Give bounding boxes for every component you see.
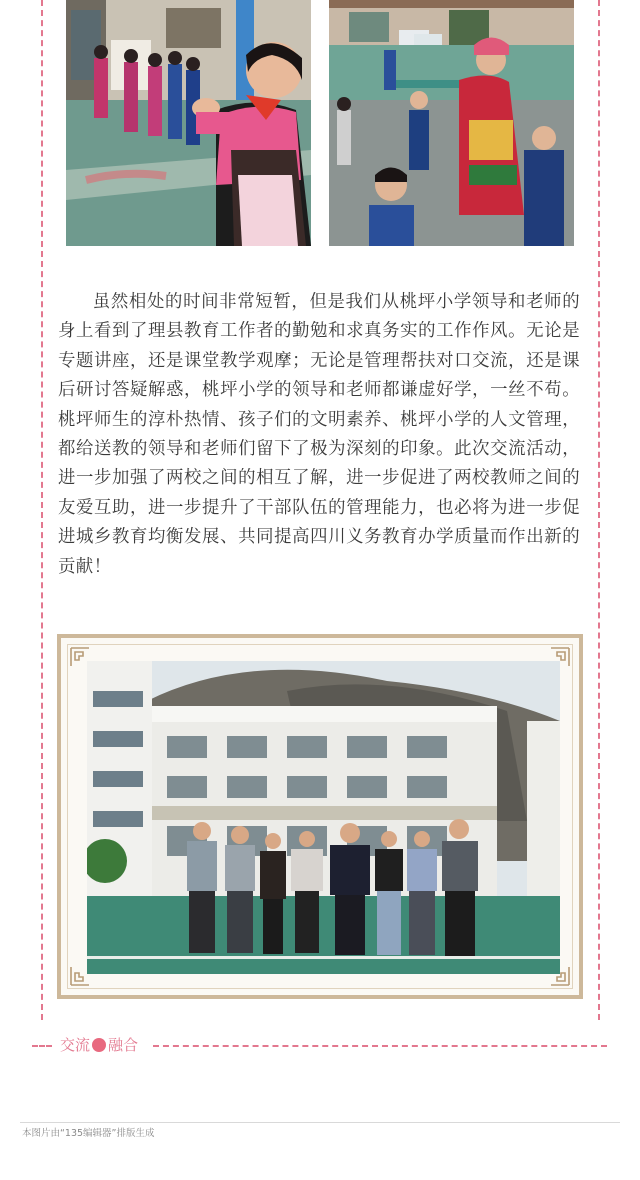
- photo-group-teachers: [87, 661, 560, 974]
- photo-children-dancing: [66, 0, 311, 246]
- divider-dashed-left: [32, 1045, 52, 1047]
- footer-credit: 本图片由“135编辑器”排版生成: [22, 1128, 155, 1139]
- footer-rule: [20, 1122, 620, 1123]
- divider-dashed-right: [153, 1045, 607, 1047]
- photo-schoolyard-children: [329, 0, 574, 246]
- divider-text-left: 交流: [60, 1036, 91, 1054]
- article-paragraph: 虽然相处的时间非常短暂，但是我们从桃坪小学领导和老师的身上看到了理县教育工作者的勤勉和求真务实的工作作风。无论是专题讲座，还是课堂教学观摩；无论是管理帮扶对口交流，还是课后研讨答疑解惑，桃坪小学的领导和老师都谦虚好学，一丝不苟。桃坪师生的淳朴热情、孩子们的文明素养、桃坪小学的人文管理，都给送教的领导和老师们留下了极为深刻的印象。此次交流活动，进一步加强了两校之间的相互了解，进一步促进了两校教师之间的友爱互助，进一步提升了干部队伍的管理能力，也必将为进一步促进城乡教育均衡发展、共同提高四川义务教育办学质量而作出新的贡献！: [58, 292, 580, 577]
- framed-group-photo: [57, 634, 583, 999]
- section-divider-label: [60, 1034, 138, 1056]
- frame-dashed-left: [41, 0, 43, 1020]
- frame-dashed-right: [598, 0, 600, 1020]
- divider-dot-icon: [92, 1038, 106, 1052]
- divider-text-right: 融合: [108, 1036, 139, 1054]
